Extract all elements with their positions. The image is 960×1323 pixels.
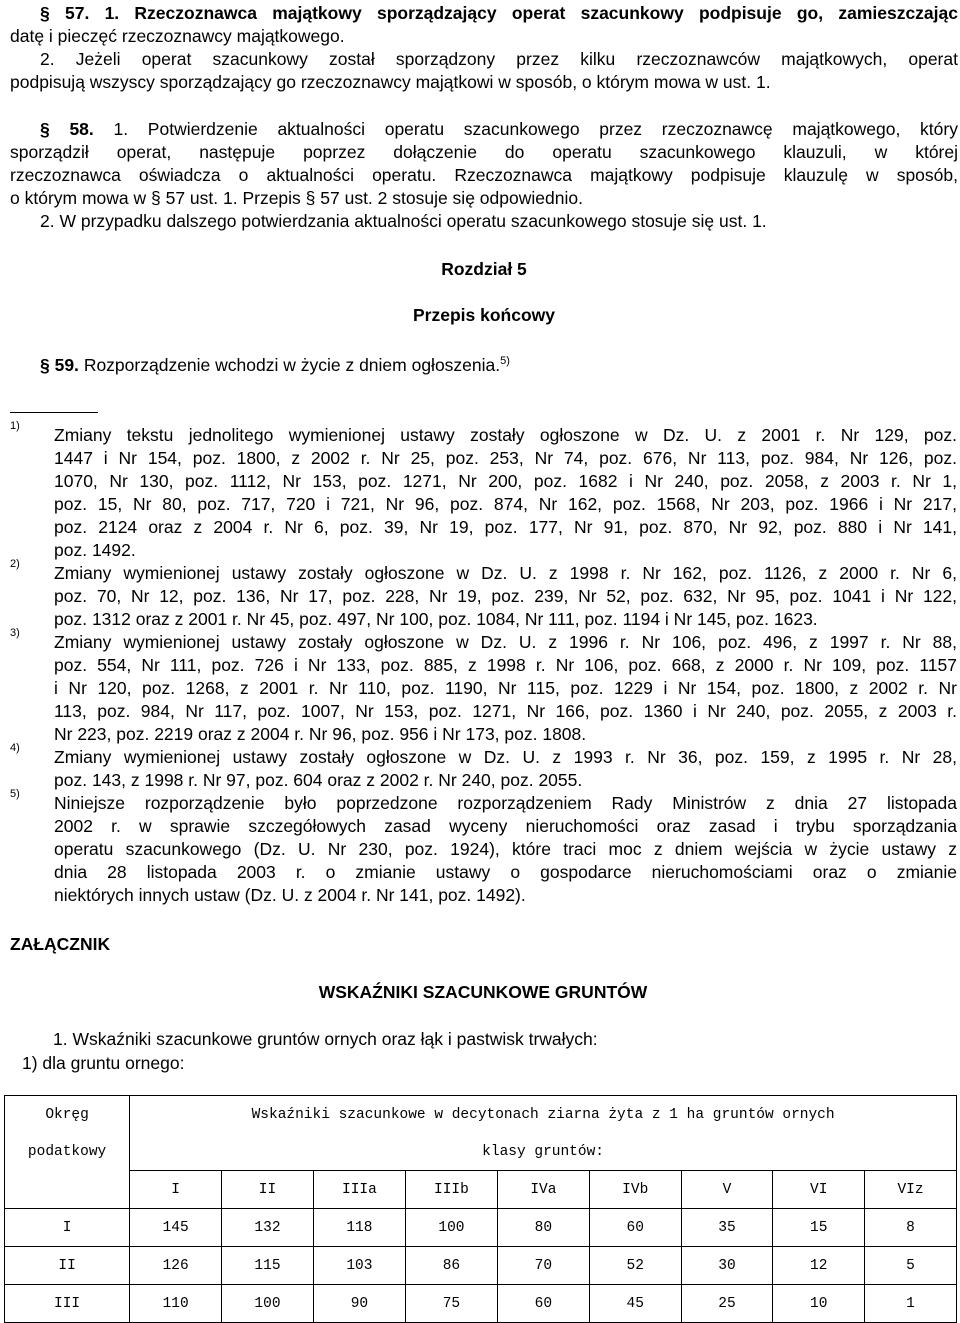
annex-title: WSKAŹNIKI SZACUNKOWE GRUNTÓW: [318, 982, 648, 1002]
value-cell: 80: [497, 1209, 589, 1247]
footnote-line: poz. 554, Nr 111, poz. 726 i Nr 133, poz. 885, z 1998 r. Nr 106, poz. 668, z 2000 r. Nr 109, poz. 1157: [54, 655, 957, 675]
value-cell: 1: [865, 1285, 957, 1323]
footnote-mark: 4): [10, 742, 20, 754]
class-header-cell: V: [681, 1171, 773, 1209]
chapter-title: Rozdział 5: [441, 259, 527, 279]
para58-line1: § 58. 1. Potwierdzenie aktualności operatu szacunkowego przez rzeczoznawcę majątkowego, który: [40, 119, 958, 139]
value-cell: 118: [313, 1209, 405, 1247]
class-header-cell: IIIa: [313, 1171, 405, 1209]
footnote-line: 113, poz. 984, Nr 117, poz. 1007, Nr 153, poz. 1271, Nr 166, poz. 1360 i Nr 240, poz. 2055, z 2003 r.: [54, 701, 957, 721]
footnote-ref: 5): [500, 355, 510, 367]
footnote-line: 1447 i Nr 154, poz. 1800, z 2002 r. Nr 25, poz. 253, Nr 74, poz. 676, Nr 113, poz. 984, Nr 126, poz.: [54, 448, 957, 468]
para57-line1: § 57. 1. Rzeczoznawca majątkowy sporządzający operat szacunkowy podpisuje go, zamieszczając: [40, 3, 958, 23]
annex-label: ZAŁĄCZNIK: [10, 934, 111, 954]
footnote-line: niektórych innych ustaw (Dz. U. z 2004 r. Nr 141, poz. 1492).: [54, 885, 526, 905]
indices-header: Wskaźniki szacunkowe w decytonach ziarna żyta z 1 ha gruntów ornych: [130, 1096, 957, 1134]
annex-sub1: 1) dla gruntu ornego:: [22, 1053, 185, 1073]
footnote-separator: [10, 412, 98, 413]
footnote-line: dnia 28 listopada 2003 r. o zmianie ustawy o gospodarce nieruchomościami oraz o zmianie: [54, 862, 957, 882]
footnote-line: poz. 1492.: [54, 540, 136, 560]
value-cell: 35: [681, 1209, 773, 1247]
value-cell: 12: [773, 1247, 865, 1285]
district-header: podatkowy: [5, 1133, 130, 1171]
para57-line4: podpisują wszyscy sporządzający go rzeczoznawcy majątkowi w sposób, o którym mowa w ust. 1.: [10, 72, 771, 92]
value-cell: 145: [130, 1209, 222, 1247]
chapter-subtitle: Przepis końcowy: [413, 305, 555, 325]
para57-line2: datę i pieczęć rzeczoznawcy majątkowego.: [10, 26, 345, 46]
para59: § 59. Rozporządzenie wchodzi w życie z dniem ogłoszenia.$^{5)}$: [40, 355, 510, 375]
footnote-mark: 1): [10, 420, 20, 432]
value-cell: 15: [773, 1209, 865, 1247]
para59-number: § 59.: [40, 355, 79, 375]
table-header-row: [5, 1096, 957, 1134]
table-classes-row: [5, 1171, 957, 1209]
class-header-cell: IVb: [589, 1171, 681, 1209]
value-cell: 75: [405, 1285, 497, 1323]
value-cell: 86: [405, 1247, 497, 1285]
value-cell: 100: [222, 1285, 314, 1323]
footnote-line: Zmiany wymienionej ustawy zostały ogłoszone w Dz. U. z 1998 r. Nr 162, poz. 1126, z 2000 r. Nr 6,: [54, 563, 957, 583]
value-cell: 132: [222, 1209, 314, 1247]
footnote-line: poz. 15, Nr 80, poz. 717, 720 i 721, Nr 96, poz. 874, Nr 162, poz. 1568, Nr 203, poz. 1966 i Nr 217,: [54, 494, 957, 514]
footnote-line: operatu szacunkowego (Dz. U. Nr 230, poz. 1924), które traci moc z dniem wejścia w życie ustawy z: [54, 839, 957, 859]
value-cell: 30: [681, 1247, 773, 1285]
value-cell: 115: [222, 1247, 314, 1285]
class-header-cell: IIIb: [405, 1171, 497, 1209]
para58-line4: o którym mowa w § 57 ust. 1. Przepis § 57 ust. 2 stosuje się odpowiednio.: [10, 188, 583, 208]
footnote-line: Niniejsze rozporządzenie było poprzedzone rozporządzeniem Rady Ministrów z dnia 27 listopada: [54, 793, 957, 813]
table-row: [5, 1247, 957, 1285]
value-cell: 25: [681, 1285, 773, 1323]
value-cell: 110: [130, 1285, 222, 1323]
value-cell: 90: [313, 1285, 405, 1323]
table-header-row: [5, 1133, 957, 1171]
class-header-cell: VIz: [865, 1171, 957, 1209]
table-body: [5, 1209, 957, 1323]
para57-line3: 2. Jeżeli operat szacunkowy został sporządzony przez kilku rzeczoznawców majątkowych, operat: [40, 49, 958, 69]
footnote-line: i Nr 120, poz. 1268, z 2001 r. Nr 110, poz. 1190, Nr 115, poz. 1229 i Nr 154, poz. 1800, z 2002 r. Nr: [54, 678, 957, 698]
value-cell: 70: [497, 1247, 589, 1285]
footnote-line: poz. 70, Nr 12, poz. 136, Nr 17, poz. 228, Nr 19, poz. 239, Nr 52, poz. 632, Nr 95, poz. 1041 i Nr 122,: [54, 586, 957, 606]
footnote-line: poz. 2124 oraz z 2004 r. Nr 6, poz. 39, Nr 19, poz. 177, Nr 91, poz. 870, Nr 92, poz. 880 i Nr 141,: [54, 517, 957, 537]
district-cell: II: [5, 1247, 130, 1285]
table-row: [5, 1285, 957, 1323]
annex-point1: 1. Wskaźniki szacunkowe gruntów ornych oraz łąk i pastwisk trwałych:: [53, 1029, 598, 1049]
class-header-cell: I: [130, 1171, 222, 1209]
soil-index-table: [4, 1095, 957, 1323]
footnote-mark: 2): [10, 558, 20, 570]
para58-number: § 58.: [40, 119, 94, 139]
district-cell: I: [5, 1209, 130, 1247]
value-cell: 103: [313, 1247, 405, 1285]
footnote-line: Nr 223, poz. 2219 oraz z 2004 r. Nr 96, poz. 956 i Nr 173, poz. 1808.: [54, 724, 587, 744]
footnote-line: 2002 r. w sprawie szczegółowych zasad wyceny nieruchomości oraz zasad i trybu sporządzania: [54, 816, 957, 836]
value-cell: 60: [589, 1209, 681, 1247]
value-cell: 60: [497, 1285, 589, 1323]
value-cell: 126: [130, 1247, 222, 1285]
value-cell: 5: [865, 1247, 957, 1285]
footnote-line: 1070, Nr 130, poz. 1112, Nr 153, poz. 1271, Nr 200, poz. 1682 i Nr 240, poz. 2058, z 2003 r. Nr 1,: [54, 471, 957, 491]
class-header-cell: II: [222, 1171, 314, 1209]
district-cell: III: [5, 1285, 130, 1323]
footnote-mark: 3): [10, 627, 20, 639]
class-header-cell: IVa: [497, 1171, 589, 1209]
para58-line2: sporządził operat, następuje poprzez dołączenie do operatu szacunkowego klauzuli, w której: [10, 142, 958, 162]
value-cell: 8: [865, 1209, 957, 1247]
para58-line5: 2. W przypadku dalszego potwierdzania aktualności operatu szacunkowego stosuje się ust. 1.: [40, 211, 767, 231]
class-header-cell: VI: [773, 1171, 865, 1209]
footnote-line: Zmiany wymienionej ustawy zostały ogłoszone w Dz. U. z 1996 r. Nr 106, poz. 496, z 1997 r. Nr 88,: [54, 632, 957, 652]
footnote-line: Zmiany tekstu jednolitego wymienionej ustawy zostały ogłoszone w Dz. U. z 2001 r. Nr 129, poz.: [54, 425, 957, 445]
footnote-line: poz. 1312 oraz z 2001 r. Nr 45, poz. 497, Nr 100, poz. 1084, Nr 111, poz. 1194 i Nr 145, poz. 1623.: [54, 609, 818, 629]
value-cell: 100: [405, 1209, 497, 1247]
table-row: [5, 1209, 957, 1247]
footnote-line: poz. 143, z 1998 r. Nr 97, poz. 604 oraz z 2002 r. Nr 240, poz. 2055.: [54, 770, 583, 790]
classes-header: klasy gruntów:: [130, 1133, 957, 1171]
district-header: Okręg: [5, 1096, 130, 1134]
para58-line3: rzeczoznawca oświadcza o aktualności operatu. Rzeczoznawca majątkowy podpisuje klauzulę w sposób,: [10, 165, 958, 185]
value-cell: 52: [589, 1247, 681, 1285]
footnote-mark: 5): [10, 788, 20, 800]
value-cell: 10: [773, 1285, 865, 1323]
table-cell: [5, 1171, 130, 1209]
value-cell: 45: [589, 1285, 681, 1323]
footnote-line: Zmiany wymienionej ustawy zostały ogłoszone w Dz. U. z 1993 r. Nr 36, poz. 159, z 1995 r. Nr 28,: [54, 747, 957, 767]
